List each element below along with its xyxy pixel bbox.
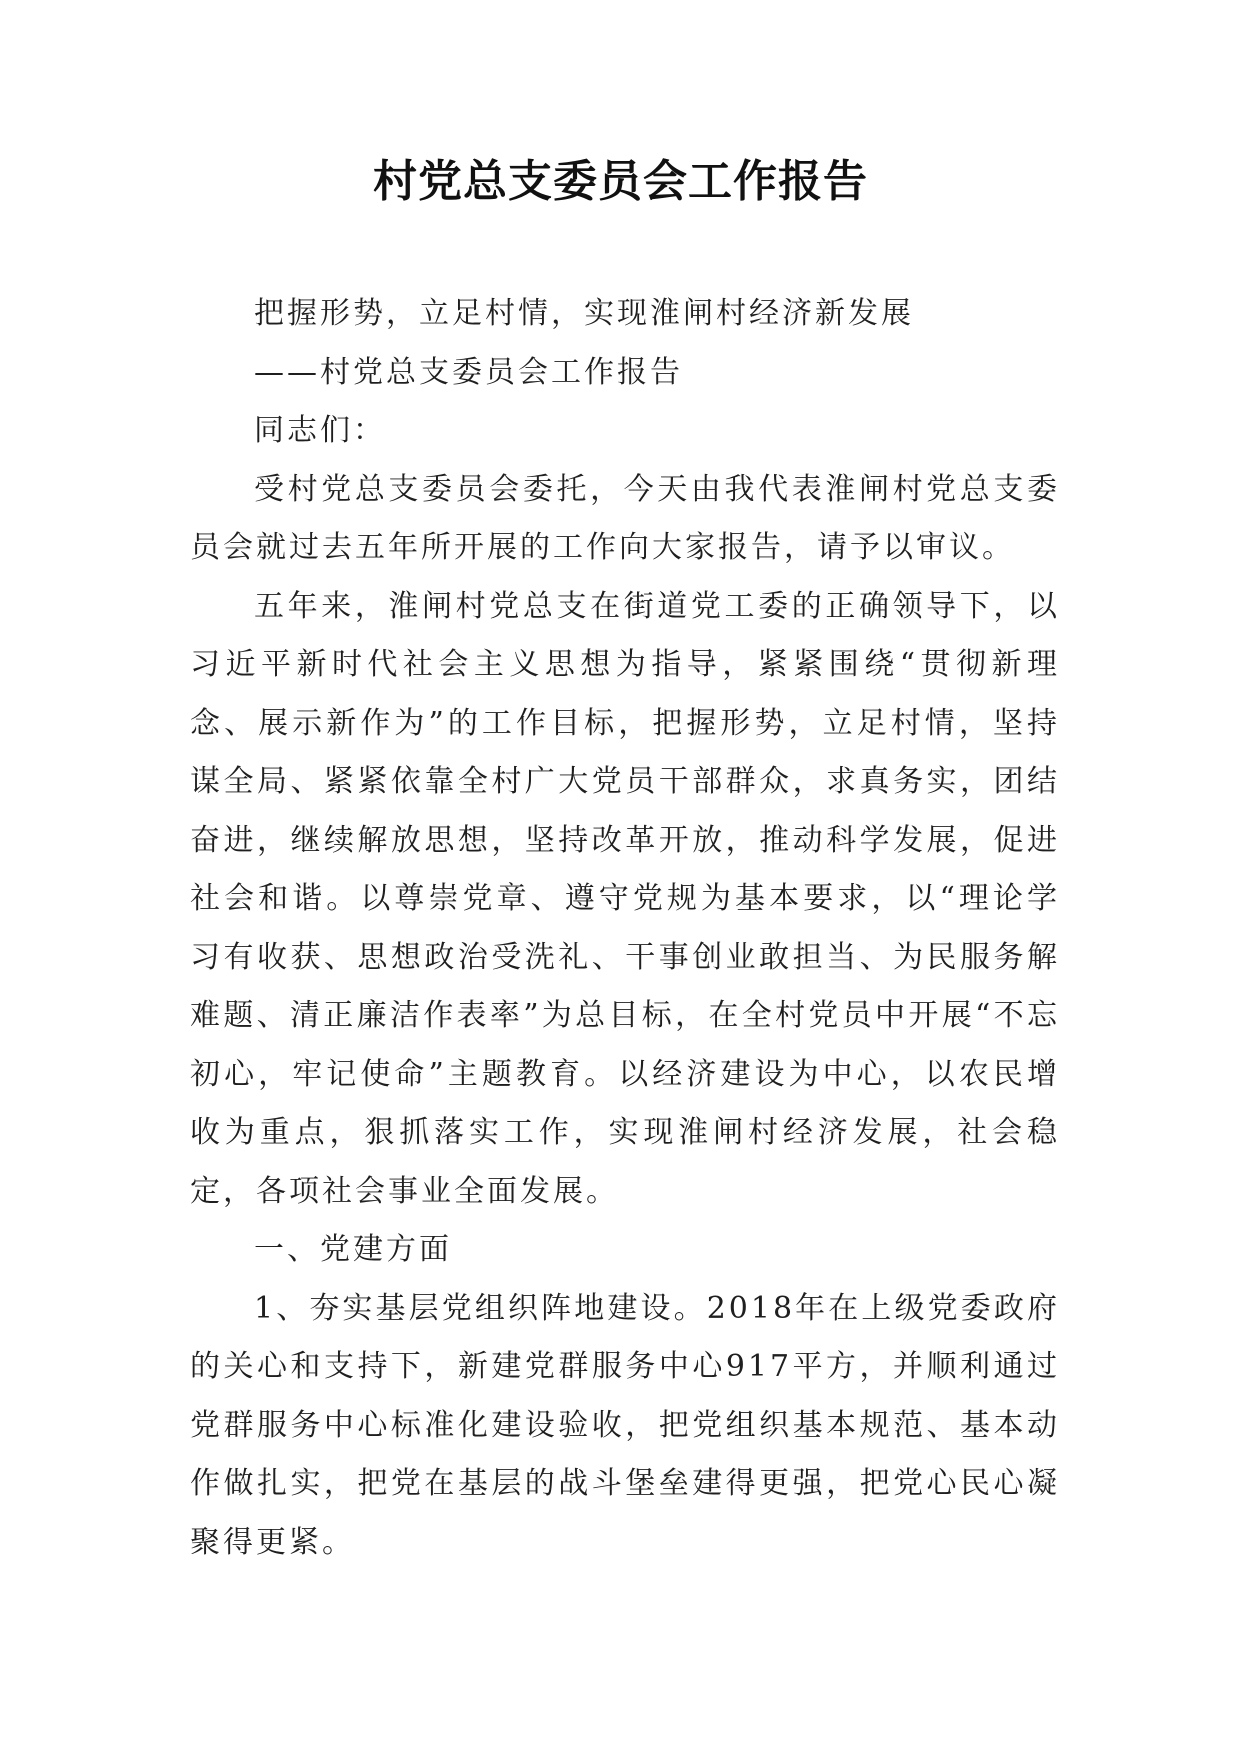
document-body	[190, 285, 1060, 1572]
section-heading-party-building: 一、党建方面	[254, 1232, 452, 1267]
subtitle-report-line: ——村党总支委员会工作报告	[254, 354, 683, 390]
salutation: 同志们：	[254, 413, 386, 448]
intro-paragraph: 受村党总支委员会委托，今天由我代表淮闸村党总支委员会就过去五年所开展的工作向大家报告，请予以审议。	[190, 471, 1060, 565]
overview-paragraph: 五年来，淮闸村党总支在街道党工委的正确领导下，以习近平新时代社会主义思想为指导，紧紧围绕“贯彻新理念、展示新作为”的工作目标，把握形势，立足村情，坚持谋全局、紧紧依靠全村广大党员干部群众，求真务实，团结奋进，继续解放思想，坚持改革开放，推动科学发展，促进社会和谐。以尊崇党章、遵守党规为基本要求，以“理论学习有收获、思想政治受洗礼、干事创业敢担当、为民服务解难题、清正廉洁作表率”为总目标，在全村党员中开展“不忘初心，牢记使命”主题教育。以经济建设为中心，以农民增收为重点，狠抓落实工作，实现淮闸村经济发展，社会稳定，各项社会事业全面发展。	[190, 588, 1060, 1209]
item-paragraph-1: 1、夯实基层党组织阵地建设。2018年在上级党委政府的关心和支持下，新建党群服务中心917平方，并顺利通过党群服务中心标准化建设验收，把党组织基本规范、基本动作做扎实，把党在基层的战斗堡垒建得更强，把党心民心凝聚得更紧。	[190, 1290, 1060, 1560]
document-title: 村党总支委员会工作报告	[373, 156, 868, 207]
subtitle-line: 把握形势，立足村情，实现淮闸村经济新发展	[254, 296, 914, 331]
